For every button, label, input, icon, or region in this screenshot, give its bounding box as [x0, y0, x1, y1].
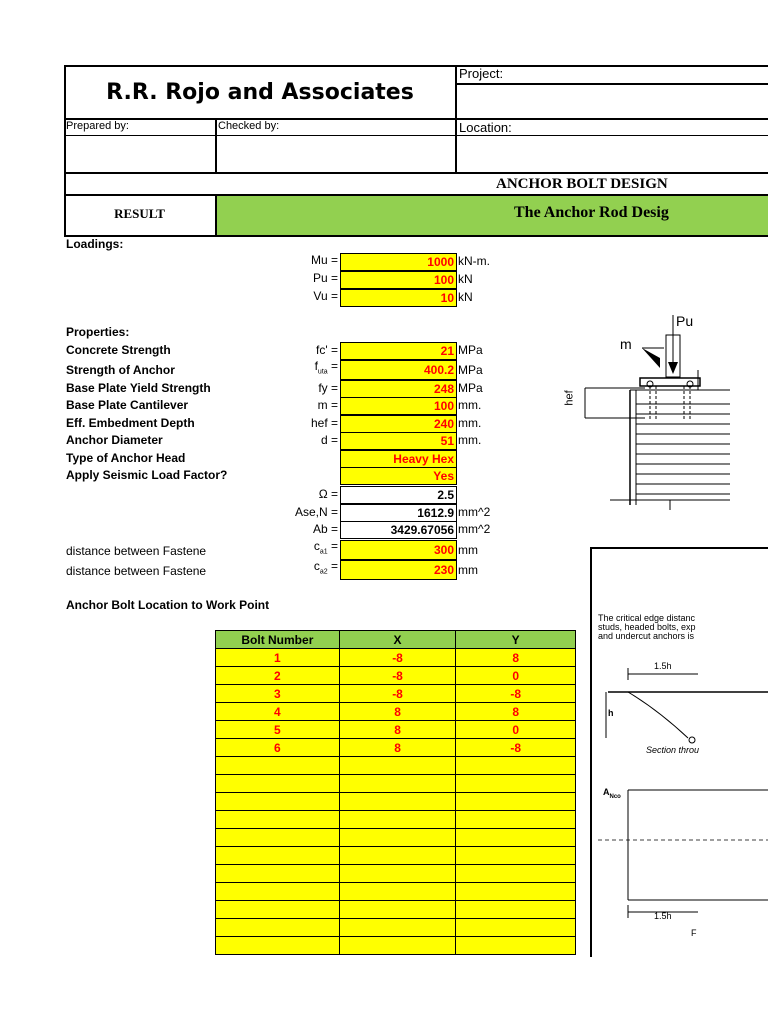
- table-row-empty: [216, 883, 576, 901]
- x-cell[interactable]: [339, 865, 456, 883]
- base-plate-diagram: [560, 310, 730, 510]
- m-unit: mm.: [458, 398, 482, 412]
- bolt-number-cell[interactable]: [216, 829, 340, 847]
- table-row: [216, 721, 576, 739]
- prepared-by-label: Prepared by:: [66, 120, 129, 132]
- pu-label: Pu: [676, 313, 694, 329]
- company-name: R.R. Rojo and Associates: [106, 80, 414, 105]
- x-cell[interactable]: [339, 919, 456, 937]
- y-cell[interactable]: [456, 775, 576, 793]
- divider-h4: [64, 172, 768, 174]
- fastener-distance-label-2: distance between Fastene: [66, 564, 207, 578]
- bolt-number-cell[interactable]: 1: [216, 649, 340, 667]
- hef-label: hef: [563, 390, 576, 406]
- y-cell[interactable]: 8: [456, 649, 576, 667]
- table-header-row: [216, 631, 576, 649]
- bolt-number-cell[interactable]: [216, 811, 340, 829]
- ca2-input[interactable]: 230: [340, 560, 457, 580]
- x-cell[interactable]: [339, 883, 456, 901]
- pu-unit: kN: [458, 272, 473, 286]
- pu-arrow-head: [668, 362, 678, 374]
- m-symbol: m =: [317, 398, 338, 412]
- x-cell[interactable]: [339, 757, 456, 775]
- column-header-y: Y: [456, 631, 576, 649]
- y-cell[interactable]: [456, 757, 576, 775]
- x-cell[interactable]: 8: [339, 703, 456, 721]
- y-cell[interactable]: [456, 793, 576, 811]
- y-cell[interactable]: [456, 901, 576, 919]
- bolt-number-cell[interactable]: [216, 847, 340, 865]
- bolt-location-table: [215, 630, 576, 955]
- x-cell[interactable]: [339, 829, 456, 847]
- asen-value: 1612.9: [340, 504, 457, 522]
- seismic-factor-select[interactable]: Yes: [340, 467, 457, 485]
- vu-symbol: Vu =: [313, 289, 338, 303]
- asen-symbol: Ase,N =: [294, 505, 338, 519]
- ca1-symbol-eq: =: [327, 539, 338, 553]
- figure-note-line-2: studs, headed bolts, exp: [598, 622, 696, 632]
- omega-value: 2.5: [340, 486, 457, 504]
- table-row-empty: [216, 847, 576, 865]
- bolt-number-cell[interactable]: 6: [216, 739, 340, 757]
- result-text: The Anchor Rod Desig: [514, 204, 669, 221]
- y-cell[interactable]: [456, 865, 576, 883]
- x-cell[interactable]: -8: [339, 667, 456, 685]
- bolt-number-cell[interactable]: [216, 757, 340, 775]
- checked-by-label: Checked by:: [218, 120, 280, 132]
- y-cell[interactable]: [456, 847, 576, 865]
- divider-h2: [64, 118, 768, 120]
- d-input[interactable]: 51: [340, 432, 457, 450]
- x-cell[interactable]: [339, 847, 456, 865]
- y-cell[interactable]: [456, 883, 576, 901]
- y-cell[interactable]: [456, 829, 576, 847]
- bolt-number-cell[interactable]: [216, 865, 340, 883]
- y-cell[interactable]: 0: [456, 721, 576, 739]
- base-plate: [640, 378, 700, 386]
- hef-input[interactable]: 240: [340, 415, 457, 433]
- table-row-empty: [216, 757, 576, 775]
- bolt-number-cell[interactable]: [216, 793, 340, 811]
- ca1-symbol-sub: a1: [319, 548, 328, 556]
- ab-unit: mm^2: [458, 522, 491, 536]
- x-cell[interactable]: -8: [339, 685, 456, 703]
- ca1-symbol-main: c: [313, 539, 320, 553]
- d-unit: mm.: [458, 433, 482, 447]
- column-header-x: X: [339, 631, 456, 649]
- breakout-cone-figure: [598, 650, 768, 950]
- bolt-number-cell[interactable]: 4: [216, 703, 340, 721]
- fy-unit: MPa: [458, 381, 483, 395]
- anchor-head-label: Type of Anchor Head: [66, 451, 186, 465]
- table-row-empty: [216, 865, 576, 883]
- hef-symbol: hef =: [310, 416, 338, 430]
- mu-input[interactable]: 1000: [340, 253, 457, 271]
- table-row-empty: [216, 829, 576, 847]
- vu-unit: kN: [458, 290, 473, 304]
- bolt-number-cell[interactable]: 2: [216, 667, 340, 685]
- table-row: [216, 649, 576, 667]
- x-cell[interactable]: 8: [339, 739, 456, 757]
- futa-input[interactable]: 400.2: [340, 360, 457, 380]
- plate-cantilever-label: Base Plate Cantilever: [66, 398, 189, 412]
- dim-bottom-label: 1.5h: [654, 911, 672, 921]
- ca1-input[interactable]: 300: [340, 540, 457, 560]
- cone-line: [628, 692, 688, 738]
- table-row: [216, 739, 576, 757]
- y-cell[interactable]: [456, 937, 576, 955]
- y-cell[interactable]: 0: [456, 667, 576, 685]
- ab-value: 3429.67056: [340, 521, 457, 539]
- m-input[interactable]: 100: [340, 397, 457, 415]
- fc-input[interactable]: 21: [340, 342, 457, 360]
- ca1-unit: mm: [458, 543, 478, 557]
- x-cell[interactable]: [339, 775, 456, 793]
- y-cell[interactable]: [456, 811, 576, 829]
- ca2-symbol: [280, 559, 338, 575]
- anchor-strength-label: Strength of Anchor: [66, 363, 175, 377]
- ca2-symbol-eq: =: [327, 559, 338, 573]
- table-row-empty: [216, 901, 576, 919]
- anchor-diameter-label: Anchor Diameter: [66, 433, 163, 447]
- fy-symbol: fy =: [318, 381, 338, 395]
- mu-symbol: Mu =: [310, 253, 338, 267]
- d-symbol: d =: [320, 433, 338, 447]
- dim-top-label: 1.5h: [654, 661, 672, 671]
- section-title: ANCHOR BOLT DESIGN: [496, 176, 668, 192]
- hef-side-label: h: [608, 708, 614, 718]
- futa-symbol-eq: =: [327, 359, 338, 373]
- project-label: Project:: [459, 66, 504, 81]
- x-cell[interactable]: [339, 901, 456, 919]
- ca2-unit: mm: [458, 563, 478, 577]
- x-cell[interactable]: [339, 793, 456, 811]
- y-cell[interactable]: [456, 919, 576, 937]
- section-label: Section throu: [646, 745, 700, 755]
- fastener-distance-label-1: distance between Fastene: [66, 544, 207, 558]
- table-row: [216, 703, 576, 721]
- table-row: [216, 685, 576, 703]
- area-label-main: A: [603, 787, 610, 797]
- anchor-head-select[interactable]: Heavy Hex: [340, 450, 457, 468]
- seismic-factor-label: Apply Seismic Load Factor?: [66, 468, 228, 482]
- result-banner: [217, 196, 768, 235]
- omega-symbol: Ω =: [318, 487, 338, 501]
- futa-symbol-sub: uta: [317, 368, 328, 376]
- x-cell[interactable]: [339, 937, 456, 955]
- ab-symbol: Ab =: [312, 522, 338, 536]
- area-label-sub: Nco: [609, 793, 621, 800]
- table-row-empty: [216, 793, 576, 811]
- bolt-number-cell[interactable]: 5: [216, 721, 340, 739]
- divider-h1: [455, 83, 768, 85]
- location-label: Location:: [459, 120, 512, 135]
- x-cell[interactable]: [339, 811, 456, 829]
- anchor-head-circle: [689, 737, 695, 743]
- properties-heading: Properties:: [66, 325, 130, 339]
- figure-letter-f: F: [691, 928, 697, 938]
- bolt-number-cell[interactable]: [216, 775, 340, 793]
- futa-unit: MPa: [458, 363, 483, 377]
- table-row-empty: [216, 919, 576, 937]
- loadings-heading: Loadings:: [66, 237, 124, 251]
- y-cell[interactable]: 8: [456, 703, 576, 721]
- bolt-number-cell[interactable]: [216, 937, 340, 955]
- figure-note-line-3: and undercut anchors is: [598, 631, 695, 641]
- embedment-depth-label: Eff. Embedment Depth: [66, 416, 195, 430]
- futa-symbol: [280, 359, 338, 375]
- y-cell[interactable]: -8: [456, 685, 576, 703]
- fc-symbol: fc' =: [316, 343, 338, 357]
- table-row: [216, 667, 576, 685]
- table-row-empty: [216, 937, 576, 955]
- x-cell[interactable]: -8: [339, 649, 456, 667]
- table-row-empty: [216, 811, 576, 829]
- bolt-number-cell[interactable]: [216, 883, 340, 901]
- divider-h3: [64, 135, 768, 136]
- figure-note-line-1: The critical edge distanc: [598, 613, 696, 623]
- bolt-number-cell[interactable]: [216, 901, 340, 919]
- m-label: m: [620, 336, 632, 352]
- m-arrow-head: [642, 348, 660, 368]
- area-label: [603, 787, 621, 800]
- futa-symbol-main: f: [314, 359, 318, 373]
- y-cell[interactable]: -8: [456, 739, 576, 757]
- x-cell[interactable]: 8: [339, 721, 456, 739]
- concrete-strength-label: Concrete Strength: [66, 343, 171, 357]
- ca2-symbol-sub: a2: [319, 568, 328, 576]
- asen-unit: mm^2: [458, 505, 491, 519]
- bolt-number-cell[interactable]: 3: [216, 685, 340, 703]
- result-label: RESULT: [114, 206, 165, 221]
- mu-unit: kN-m.: [458, 254, 490, 268]
- vu-input[interactable]: 10: [340, 289, 457, 307]
- ca2-symbol-main: c: [313, 559, 320, 573]
- pu-input[interactable]: 100: [340, 271, 457, 289]
- fy-input[interactable]: 248: [340, 380, 457, 398]
- hef-unit: mm.: [458, 416, 482, 430]
- bolt-location-heading: Anchor Bolt Location to Work Point: [66, 598, 270, 612]
- ca1-symbol: [280, 539, 338, 555]
- column-header-bolt-number: Bolt Number: [216, 631, 340, 649]
- fc-unit: MPa: [458, 343, 483, 357]
- bolt-number-cell[interactable]: [216, 919, 340, 937]
- table-row-empty: [216, 775, 576, 793]
- pu-symbol: Pu =: [312, 271, 338, 285]
- plate-yield-label: Base Plate Yield Strength: [66, 381, 211, 395]
